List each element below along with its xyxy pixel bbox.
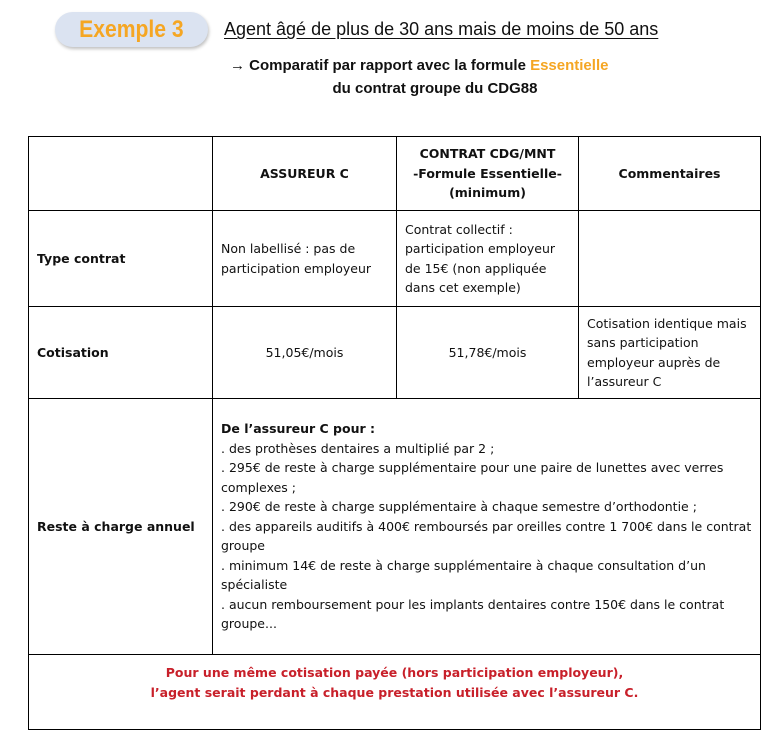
example-badge-label: Exemple 3 [79,15,184,43]
conclusion-cell [29,655,761,730]
cell-commentaires: Cotisation identique mais sans participation employeur auprès de l’assureur C [579,307,761,399]
comparison-prefix: → Comparatif par rapport avec la formule [230,57,531,74]
cell-commentaires [579,211,761,307]
header-contrat-cdg-line2: -Formule Essentielle- [413,165,562,181]
cell-contrat-cdg: 51,78€/mois [397,307,579,399]
table-row-type-contrat [29,211,761,307]
comparison-heading-line1 [225,54,685,77]
page-subtitle: Agent âgé de plus de 30 ans mais de moins de 50 ans [224,19,659,39]
cell-contrat-cdg: Contrat collectif : participation employeur de 15€ (non appliquée dans cet exemple) [397,211,579,307]
header-contrat-cdg-line1: CONTRAT CDG/MNT [419,146,556,162]
table-row-conclusion [29,655,761,730]
header-contrat-cdg [397,137,579,211]
formula-highlight: Essentielle [530,57,609,74]
table-row-reste-a-charge [29,399,761,655]
row-label: Reste à charge annuel [29,399,213,655]
reste-item: . des appareils auditifs à 400€ remboursés par oreilles contre 1 700€ dans le contrat groupe [221,518,752,553]
row-label: Cotisation [29,307,213,399]
reste-a-charge-details [213,399,761,655]
reste-item: . minimum 14€ de reste à charge supplémentaire à chaque consultation d’un spécialiste [221,557,706,592]
reste-lead: De l’assureur C pour : [221,421,375,436]
header-assureur-c: ASSUREUR C [213,137,397,211]
comparison-table [28,136,761,730]
header-contrat-cdg-line3: (minimum) [449,185,526,201]
cell-assureur-c: Non labellisé : pas de participation employeur [213,211,397,307]
header-cell-empty [29,137,213,211]
table-row-cotisation [29,307,761,399]
reste-item: . 295€ de reste à charge supplémentaire pour une paire de lunettes avec verres complexes ; [221,460,724,495]
row-label: Type contrat [29,211,213,307]
comparison-heading [225,54,685,100]
example-badge [55,12,208,47]
reste-item: . des prothèses dentaires a multiplié par 2 ; [221,440,495,456]
reste-item: . 290€ de reste à charge supplémentaire à chaque semestre d’orthodontie ; [221,499,697,514]
header-commentaires: Commentaires [579,137,761,211]
table-header-row [29,137,761,211]
comparison-heading-line2: du contrat groupe du CDG88 [332,80,538,97]
cell-assureur-c: 51,05€/mois [213,307,397,399]
conclusion-line1: Pour une même cotisation payée (hors participation employeur), [165,665,624,680]
conclusion-line2: l’agent serait perdant à chaque prestation utilisée avec l’assureur C. [150,684,639,700]
reste-item: . aucun remboursement pour les implants dentaires contre 150€ dans le contrat groupe... [221,596,725,631]
